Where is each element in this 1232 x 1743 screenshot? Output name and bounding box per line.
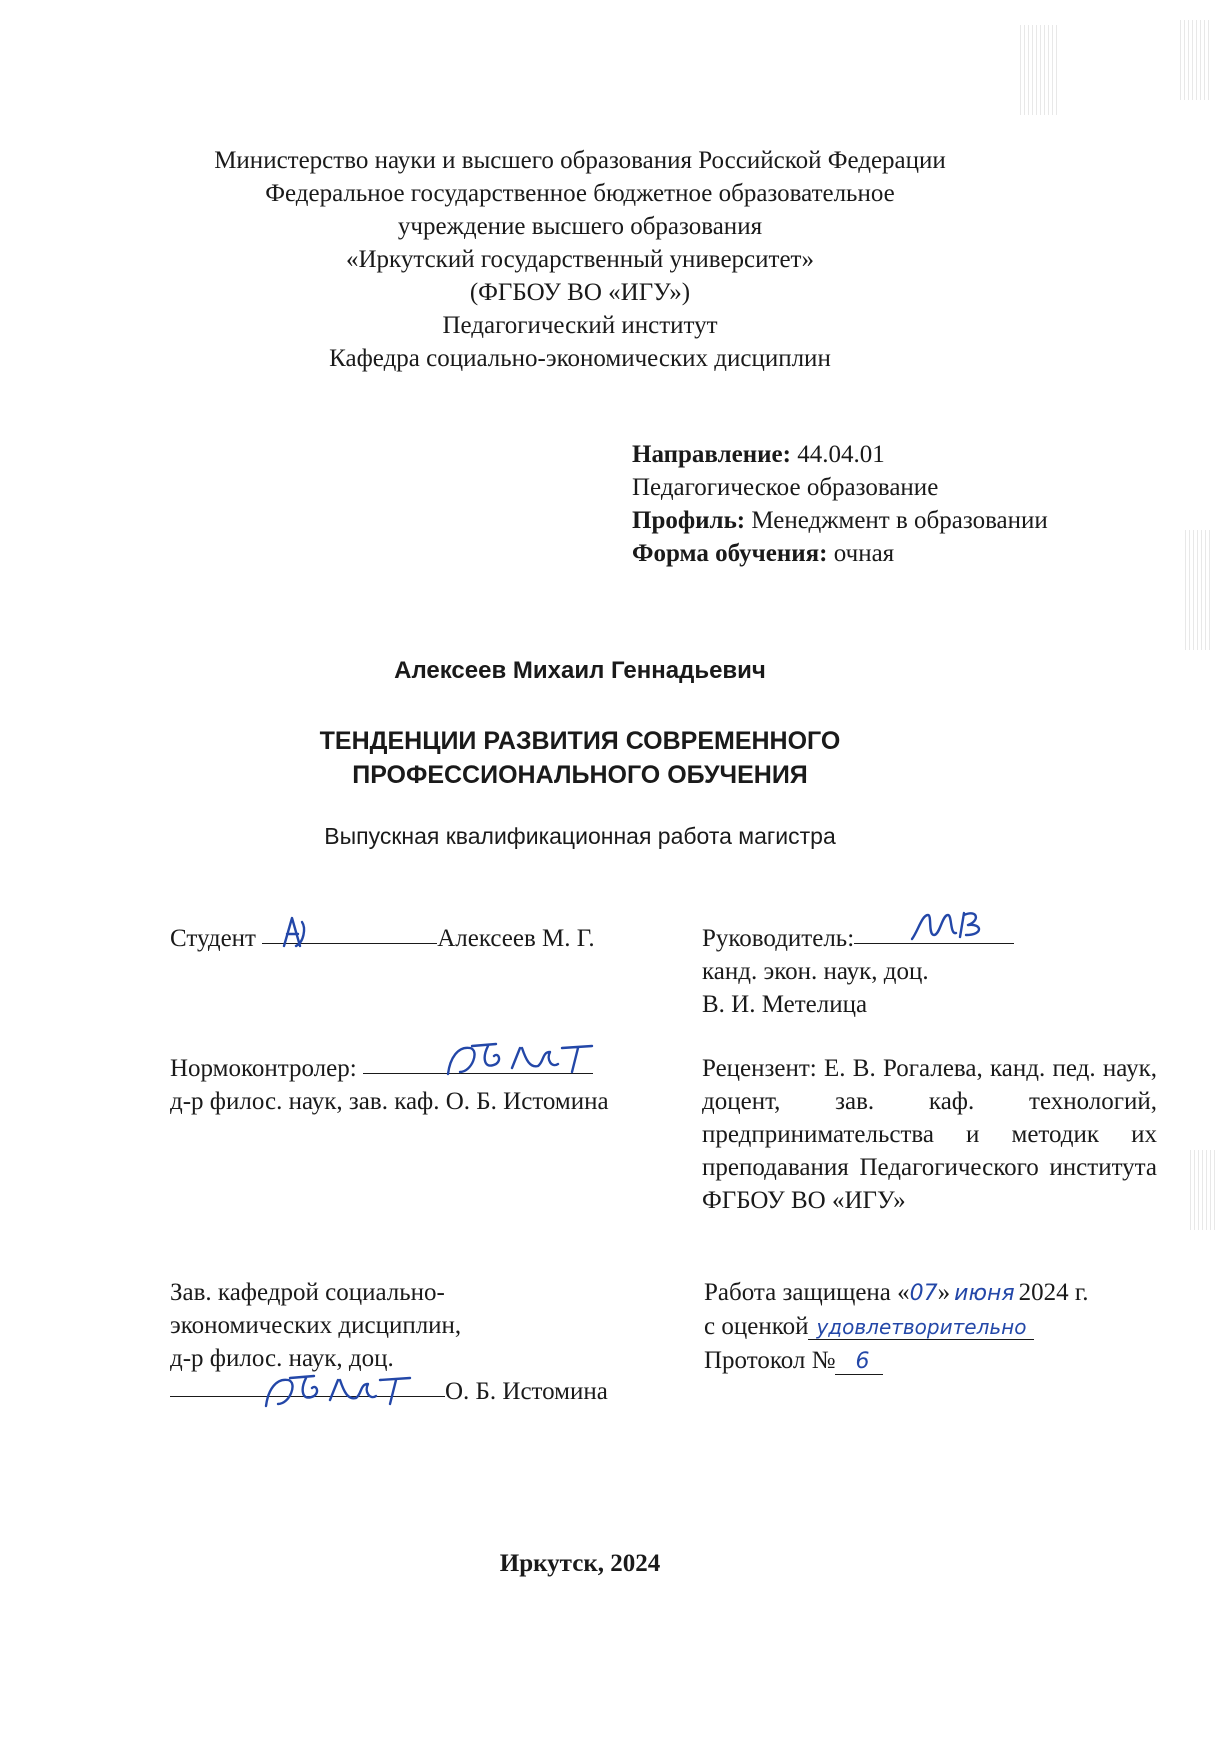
education-level-line: учреждение высшего образования: [397, 213, 763, 240]
protocol-number: 6: [835, 1349, 883, 1375]
head-of-dept-block: [170, 1276, 690, 1408]
grade-row: [704, 1310, 1154, 1344]
scan-artifact: [1185, 530, 1213, 650]
city-year: Иркутск, 2024: [499, 1550, 661, 1577]
form-label: Форма обучения:: [632, 540, 828, 567]
institute-line: Педагогический институт: [442, 312, 718, 339]
student-block: [170, 922, 690, 955]
supervisor-signature: [908, 905, 1018, 947]
institution-header: [150, 144, 1010, 375]
work-type: Выпускная квалификационная работа магистра: [324, 823, 836, 849]
ministry-line: Министерство науки и высшего образования Российской Федерации: [214, 147, 946, 174]
thesis-title-line1: ТЕНДЕНЦИИ РАЗВИТИЯ СОВРЕМЕННОГО: [319, 727, 841, 755]
profile-value: Менеджмент в образовании: [751, 507, 1048, 534]
department-line: Кафедра социально-экономических дисциплин: [329, 345, 831, 372]
student-label: Студент: [170, 925, 256, 952]
university-abbr-line: (ФГБОУ ВО «ИГУ»): [469, 279, 691, 306]
normcontrol-row: [170, 1052, 690, 1085]
head-of-dept-row: [170, 1375, 690, 1408]
student-signature: [278, 912, 318, 952]
university-name-line: «Иркутский государственный университет»: [346, 246, 814, 273]
direction-row: [632, 438, 1152, 471]
thesis-title: [150, 724, 1010, 792]
defense-quote-close: »: [937, 1279, 951, 1306]
defense-year: 2024 г.: [1018, 1279, 1089, 1306]
thesis-title-line2: ПРОФЕССИОНАЛЬНОГО ОБУЧЕНИЯ: [352, 761, 808, 789]
head-of-dept-signature: [260, 1370, 430, 1414]
direction-code: 44.04.01: [797, 441, 885, 468]
direction-name: Педагогическое образование: [632, 474, 939, 501]
supervisor-name: В. И. Метелица: [702, 991, 868, 1018]
head-of-dept-line3: д-р филос. наук, доц.: [170, 1345, 394, 1372]
defense-day: 07: [909, 1281, 938, 1306]
profile-row: [632, 504, 1152, 537]
author-name: Алексеев Михаил Геннадьевич: [394, 657, 766, 684]
normcontrol-signature: [442, 1038, 612, 1082]
reviewer-block: Рецензент: Е. В. Рогалева, канд. пед. наук, доцент, зав. каф. технологий, предпринимательства и методик их преподавания Педагогического института ФГБОУ ВО «ИГУ»: [702, 1055, 1157, 1214]
scan-artifact: [1020, 25, 1060, 115]
normcontrol-details: д-р филос. наук, зав. каф. О. Б. Истомина: [170, 1088, 609, 1115]
form-value: очная: [833, 540, 895, 567]
program-info: [632, 438, 1152, 570]
head-of-dept-name: О. Б. Истомина: [445, 1378, 608, 1405]
head-of-dept-line2: экономических дисциплин,: [170, 1312, 462, 1339]
profile-label: Профиль:: [632, 507, 746, 534]
defense-block: [704, 1276, 1154, 1378]
defense-prefix: Работа защищена «: [704, 1279, 910, 1306]
supervisor-label: Руководитель:: [702, 925, 855, 952]
protocol-label: Протокол №: [704, 1347, 836, 1374]
normcontrol-block: [170, 1052, 690, 1118]
scan-artifact: [1190, 1150, 1215, 1230]
student-name: Алексеев М. Г.: [437, 925, 595, 952]
university-type-line: Федеральное государственное бюджетное образовательное: [265, 180, 895, 207]
scan-artifact: [1180, 20, 1210, 100]
grade-label: с оценкой: [704, 1313, 809, 1340]
supervisor-degree: канд. экон. наук, доц.: [702, 958, 929, 985]
grade-value: удовлетворительно: [808, 1315, 1034, 1340]
defense-date-row: [704, 1276, 1154, 1310]
form-row: [632, 537, 1152, 570]
direction-label: Направление:: [632, 441, 791, 468]
defense-month: июня: [954, 1281, 1015, 1306]
head-of-dept-line1: Зав. кафедрой социально-: [170, 1279, 445, 1306]
normcontrol-label: Нормоконтролер:: [170, 1055, 357, 1082]
protocol-row: [704, 1344, 1154, 1378]
